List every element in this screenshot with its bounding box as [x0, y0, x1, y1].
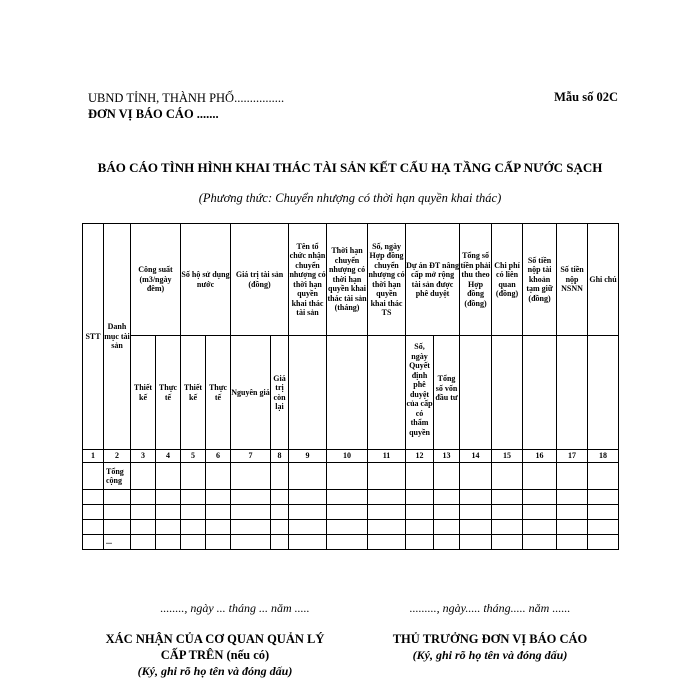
col-number: 8 [271, 450, 289, 463]
sub-empty-17 [557, 336, 588, 450]
sub-residual-value: Giá trị còn lại [271, 336, 289, 450]
sub-original-cost: Nguyên giá [231, 336, 271, 450]
report-table [82, 223, 619, 550]
report-title: BÁO CÁO TÌNH HÌNH KHAI THÁC TÀI SẢN KẾT CẤU HẠ TẦNG CẤP NƯỚC SẠCH [97, 160, 603, 175]
table-cell [271, 535, 289, 550]
table-cell [289, 520, 327, 535]
grp-capacity: Công suất (m3/ngày đêm) [131, 224, 181, 336]
table-cell [83, 520, 104, 535]
col-number: 10 [327, 450, 368, 463]
total-label: Tổng cộng [104, 463, 131, 490]
table-cell [523, 520, 557, 535]
table-cell [271, 463, 289, 490]
grp-upgrade-project: Dự án ĐT nâng cấp mở rộng tài sản được phê duyệt [406, 224, 460, 336]
report-subtitle: (Phương thức: Chuyển nhượng có thời hạn quyền khai thác) [198, 191, 502, 205]
table-row [83, 490, 619, 505]
table-cell [206, 535, 231, 550]
table-cell [231, 505, 271, 520]
col-number: 14 [460, 450, 492, 463]
table-cell [83, 535, 104, 550]
col-number: 15 [492, 450, 523, 463]
table-cell [131, 505, 156, 520]
sub-total-investment: Tổng số vốn đầu tư [434, 336, 460, 450]
table-cell [460, 520, 492, 535]
table-cell [289, 463, 327, 490]
total-row [83, 463, 619, 490]
table-cell [368, 505, 406, 520]
col-escrow-deposit: Số tiền nộp tài khoản tạm giữ (đồng) [523, 224, 557, 336]
table-cell [406, 463, 434, 490]
col-contract: Số, ngày Hợp đồng chuyển nhượng có thời hạn quyền khai thác TS [368, 224, 406, 336]
table-cell [83, 490, 104, 505]
table-cell [368, 520, 406, 535]
ellipsis-label: ... [104, 535, 131, 550]
table-cell [523, 463, 557, 490]
sub-households-design: Thiết kế [181, 336, 206, 450]
table-cell [492, 535, 523, 550]
col-asset-list: Danh mục tài sản [104, 224, 131, 450]
left-date-line: ........, ngày ... tháng ... năm ..... [160, 601, 310, 615]
table-cell [557, 505, 588, 520]
table-cell [368, 490, 406, 505]
table-cell [492, 505, 523, 520]
col-number: 7 [231, 450, 271, 463]
table-cell [434, 505, 460, 520]
table-cell [492, 520, 523, 535]
table-cell [557, 463, 588, 490]
col-number: 16 [523, 450, 557, 463]
table-cell [206, 505, 231, 520]
left-signature-title [75, 631, 355, 679]
table-cell [231, 535, 271, 550]
sub-empty-9 [289, 336, 327, 450]
table-cell [557, 520, 588, 535]
table-cell [492, 463, 523, 490]
table-cell [156, 505, 181, 520]
table-cell [434, 535, 460, 550]
table-cell [271, 505, 289, 520]
sub-empty-18 [588, 336, 619, 450]
left-title-line2: CẤP TRÊN (nếu có) [160, 648, 270, 662]
table-cell [271, 520, 289, 535]
table-cell [327, 535, 368, 550]
table-cell [131, 463, 156, 490]
table-cell [289, 490, 327, 505]
table-cell [406, 520, 434, 535]
table-cell [181, 520, 206, 535]
sub-empty-11 [368, 336, 406, 450]
col-state-budget: Số tiền nộp NSNN [557, 224, 588, 336]
sub-capacity-actual: Thực tế [156, 336, 181, 450]
right-date-line: ........., ngày..... tháng..... năm ...... [409, 601, 571, 615]
col-number: 17 [557, 450, 588, 463]
table-cell [434, 520, 460, 535]
table-cell [327, 505, 368, 520]
table-cell [368, 463, 406, 490]
table-cell [523, 505, 557, 520]
col-stt: STT [83, 224, 104, 450]
table-cell [83, 505, 104, 520]
table-cell [156, 463, 181, 490]
table-cell [156, 490, 181, 505]
right-title-line: THỦ TRƯỞNG ĐƠN VỊ BÁO CÁO [392, 632, 588, 646]
right-signature-title [345, 631, 635, 663]
table-cell [557, 490, 588, 505]
col-number: 18 [588, 450, 619, 463]
sub-approval-decision: Số, ngày Quyết định phê duyệt của cấp có thẩm quyền [406, 336, 434, 450]
header-row-main [83, 224, 619, 336]
col-receiving-org: Tên tổ chức nhận chuyển nhượng có thời hạn quyền khai thác tài sản [289, 224, 327, 336]
sub-capacity-design: Thiết kế [131, 336, 156, 450]
table-cell [368, 535, 406, 550]
table-cell [588, 505, 619, 520]
table-cell [327, 490, 368, 505]
table-cell [434, 463, 460, 490]
left-title-line1: XÁC NHẬN CỦA CƠ QUAN QUẢN LÝ [105, 632, 325, 646]
col-number: 5 [181, 450, 206, 463]
table-row [83, 535, 619, 550]
table-cell [460, 535, 492, 550]
grp-asset-value: Giá trị tài sản (đồng) [231, 224, 289, 336]
table-cell [588, 535, 619, 550]
table-cell [460, 490, 492, 505]
table-row [83, 520, 619, 535]
table-cell [271, 490, 289, 505]
right-signature-note: (Ký, ghi rõ họ tên và đóng dấu) [412, 648, 568, 662]
table-cell [231, 520, 271, 535]
table-cell [181, 463, 206, 490]
org-line-province: UBND TỈNH, THÀNH PHỐ................ [88, 91, 285, 105]
table-cell [181, 535, 206, 550]
table-cell [181, 505, 206, 520]
grp-households: Số hộ sử dụng nước [181, 224, 231, 336]
table-cell [588, 520, 619, 535]
col-number: 6 [206, 450, 231, 463]
col-number: 3 [131, 450, 156, 463]
col-number: 4 [156, 450, 181, 463]
table-cell [289, 535, 327, 550]
table-cell [557, 535, 588, 550]
col-number: 12 [406, 450, 434, 463]
left-signature-note: (Ký, ghi rõ họ tên và đóng dấu) [137, 664, 293, 678]
table-cell [231, 490, 271, 505]
col-payable: Tổng số tiền phải thu theo Hợp đồng (đồng) [460, 224, 492, 336]
table-cell [327, 520, 368, 535]
table-row [83, 505, 619, 520]
table-cell [588, 463, 619, 490]
table-cell [327, 463, 368, 490]
table-cell [523, 490, 557, 505]
table-cell [406, 535, 434, 550]
table-cell [181, 490, 206, 505]
table-cell [434, 490, 460, 505]
col-number: 1 [83, 450, 104, 463]
table-cell [406, 490, 434, 505]
table-cell [460, 505, 492, 520]
col-number: 13 [434, 450, 460, 463]
header-row-sub [83, 336, 619, 450]
table-cell [523, 535, 557, 550]
sub-empty-15 [492, 336, 523, 450]
col-transfer-term: Thời hạn chuyển nhượng có thời hạn quyền khai thác tài sản (tháng) [327, 224, 368, 336]
table-cell [588, 490, 619, 505]
sub-empty-10 [327, 336, 368, 450]
table-cell [231, 463, 271, 490]
table-cell [104, 505, 131, 520]
reporting-org-block [88, 90, 284, 122]
table-cell [131, 520, 156, 535]
table-cell [206, 463, 231, 490]
sub-empty-14 [460, 336, 492, 450]
org-line-unit: ĐƠN VỊ BÁO CÁO ....... [88, 107, 219, 121]
table-cell [131, 535, 156, 550]
column-number-row [83, 450, 619, 463]
table-cell [156, 535, 181, 550]
col-number: 9 [289, 450, 327, 463]
sub-empty-16 [523, 336, 557, 450]
table-cell [206, 490, 231, 505]
table-cell [156, 520, 181, 535]
col-number: 11 [368, 450, 406, 463]
table-cell [104, 490, 131, 505]
table-cell [83, 463, 104, 490]
table-cell [206, 520, 231, 535]
table-cell [104, 520, 131, 535]
table-cell [131, 490, 156, 505]
col-related-costs: Chi phí có liên quan (đồng) [492, 224, 523, 336]
col-note: Ghi chú [588, 224, 619, 336]
table-cell [406, 505, 434, 520]
table-cell [492, 490, 523, 505]
col-number: 2 [104, 450, 131, 463]
form-number: Mẫu số 02C [554, 90, 618, 104]
table-cell [289, 505, 327, 520]
table-cell [460, 463, 492, 490]
sub-households-actual: Thực tế [206, 336, 231, 450]
